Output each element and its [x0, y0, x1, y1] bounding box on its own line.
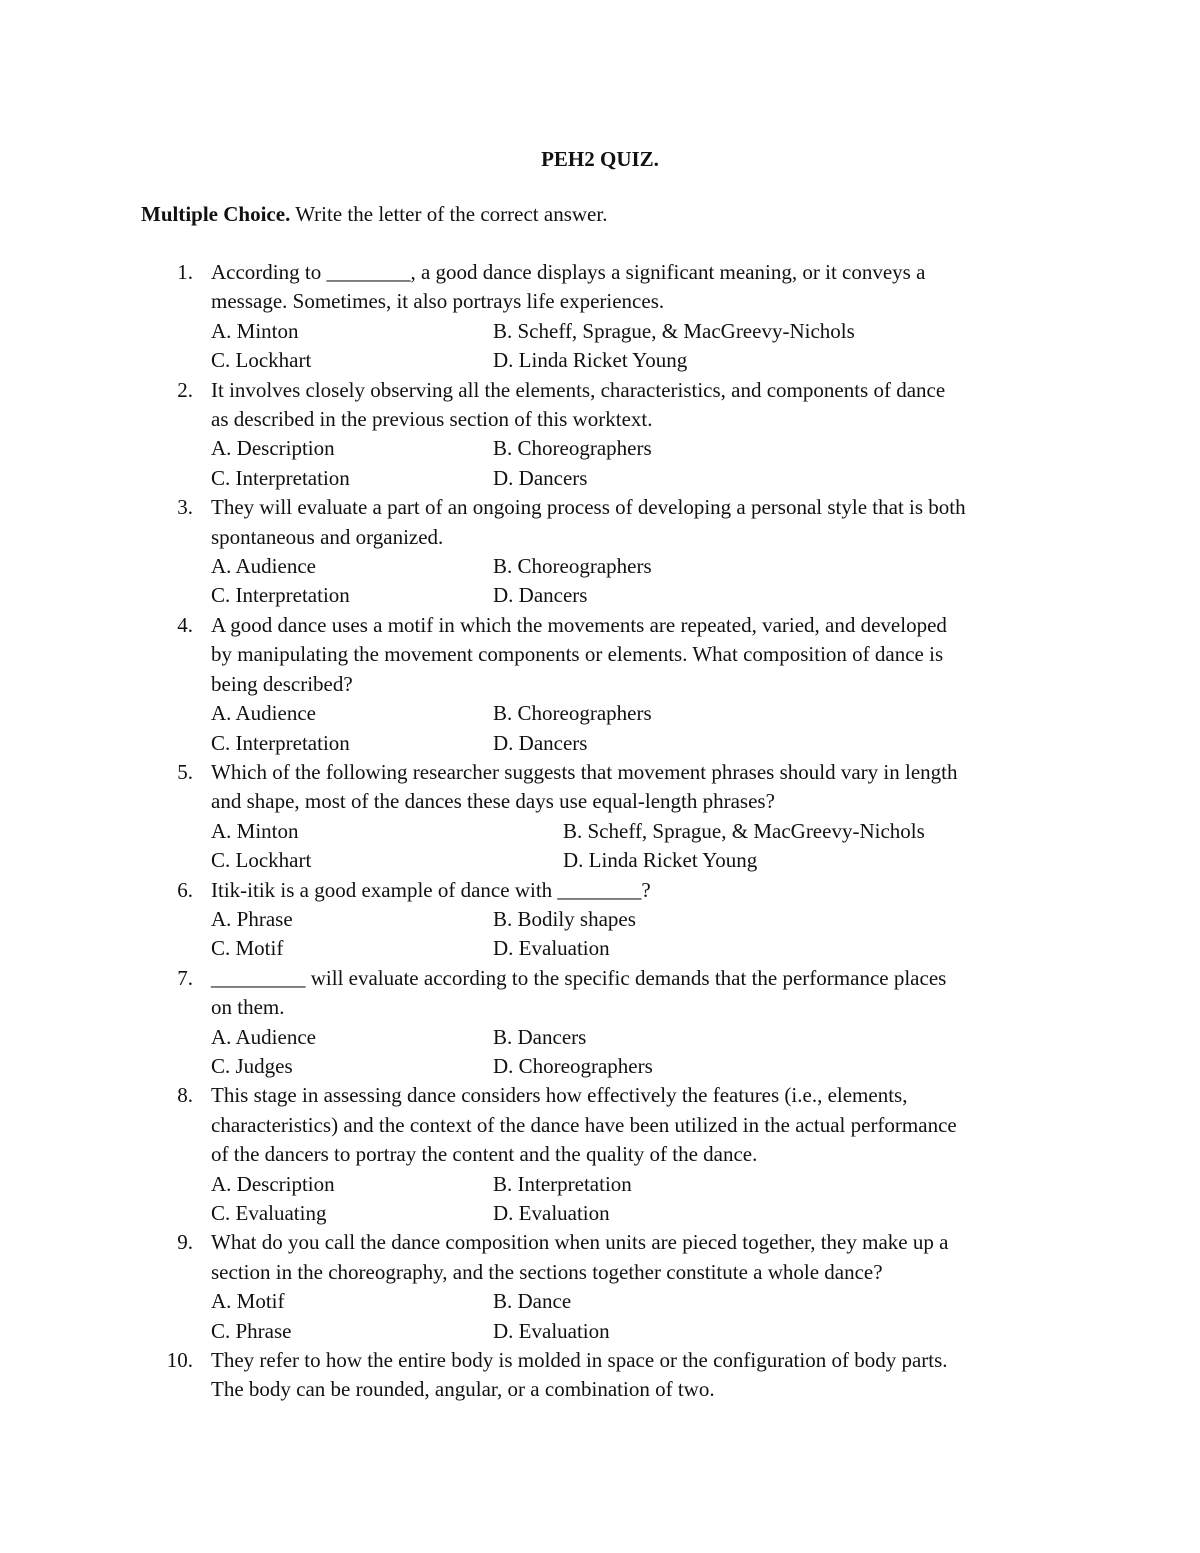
answer-option: D. Evaluation	[493, 1318, 610, 1343]
answer-option: C. Interpretation	[211, 730, 350, 755]
answer-option: B. Choreographers	[493, 701, 652, 726]
question-text: Itik-itik is a good example of dance with ________?	[211, 877, 651, 902]
question-number: 7.	[177, 965, 193, 990]
page-title: PEH2 QUIZ.	[541, 147, 659, 171]
question-text: The body can be rounded, angular, or a combination of two.	[211, 1377, 715, 1402]
question-item	[0, 1081, 1200, 1228]
question-item	[0, 758, 1200, 876]
answer-options	[211, 1170, 1070, 1229]
answer-option: A. Audience	[211, 1024, 316, 1049]
answer-option: A. Description	[211, 1171, 335, 1196]
question-text: on them.	[211, 995, 285, 1020]
question-text: as described in the previous section of this worktext.	[211, 407, 653, 432]
question-number: 2.	[177, 377, 193, 402]
instructions-lead: Multiple Choice.	[141, 202, 291, 226]
question-number: 10.	[166, 1348, 193, 1373]
answer-option: C. Phrase	[211, 1318, 292, 1343]
question-number: 4.	[177, 612, 193, 637]
answer-option: B. Scheff, Sprague, & MacGreevy-Nichols	[493, 318, 855, 343]
answer-options	[211, 317, 1070, 376]
answer-option: B. Interpretation	[493, 1171, 632, 1196]
answer-options	[211, 817, 1070, 876]
answer-option: B. Choreographers	[493, 554, 652, 579]
question-text: section in the choreography, and the sections together constitute a whole dance?	[211, 1259, 883, 1284]
answer-option: C. Judges	[211, 1053, 293, 1078]
answer-options	[211, 1023, 1070, 1082]
answer-option: C. Evaluating	[211, 1201, 327, 1225]
question-text: characteristics) and the context of the dance have been utilized in the actual performance	[211, 1112, 957, 1137]
question-text: According to ________, a good dance displays a significant meaning, or it conveys a	[211, 260, 926, 284]
answer-option: C. Lockhart	[211, 348, 312, 373]
answer-option: B. Dance	[493, 1289, 572, 1314]
answer-option: D. Linda Ricket Young	[563, 848, 758, 873]
question-text: _________ will evaluate according to the specific demands that the performance places	[211, 965, 947, 990]
answer-option: B. Dancers	[493, 1024, 587, 1049]
answer-option: A. Description	[211, 436, 335, 461]
question-item	[0, 964, 1200, 1082]
question-text: A good dance uses a motif in which the movements are repeated, varied, and developed	[211, 612, 947, 637]
question-text: This stage in assessing dance considers how effectively the features (i.e., elements,	[211, 1083, 908, 1108]
answer-option: A. Audience	[211, 554, 316, 579]
question-item	[0, 493, 1200, 611]
answer-option: D. Choreographers	[493, 1053, 653, 1078]
answer-option: A. Minton	[211, 318, 299, 343]
question-item	[0, 376, 1200, 494]
question-number: 5.	[177, 759, 193, 784]
question-item	[0, 1346, 1200, 1405]
answer-option: C. Interpretation	[211, 465, 350, 490]
question-number: 3.	[177, 495, 193, 520]
answer-options	[211, 699, 1070, 758]
answer-option: D. Dancers	[493, 583, 588, 608]
question-text: It involves closely observing all the elements, characteristics, and components of dance	[211, 377, 946, 402]
answer-option: B. Bodily shapes	[493, 906, 636, 931]
answer-options	[211, 905, 1070, 964]
question-item	[0, 876, 1200, 964]
answer-option: A. Minton	[211, 818, 299, 843]
question-number: 8.	[177, 1083, 193, 1108]
question-item	[0, 1228, 1200, 1346]
answer-options	[211, 1287, 1070, 1346]
answer-option: A. Audience	[211, 701, 316, 726]
question-text: What do you call the dance composition when units are pieced together, they make up a	[211, 1230, 949, 1255]
answer-option: C. Motif	[211, 936, 284, 961]
instructions-text: Write the letter of the correct answer.	[290, 202, 608, 226]
answer-option: C. Lockhart	[211, 848, 312, 873]
question-number: 9.	[177, 1230, 193, 1255]
question-text: of the dancers to portray the content and the quality of the dance.	[211, 1142, 758, 1167]
answer-option: C. Interpretation	[211, 583, 350, 608]
question-list	[0, 258, 1200, 1405]
question-number: 6.	[177, 877, 193, 902]
question-text: message. Sometimes, it also portrays life experiences.	[211, 289, 665, 314]
answer-option: A. Motif	[211, 1289, 285, 1314]
answer-option: B. Scheff, Sprague, & MacGreevy-Nichols	[563, 818, 925, 843]
answer-option: D. Dancers	[493, 730, 588, 755]
answer-option: A. Phrase	[211, 906, 293, 931]
instructions	[141, 200, 607, 228]
question-text: Which of the following researcher suggests that movement phrases should vary in length	[211, 759, 958, 784]
question-text: and shape, most of the dances these days use equal-length phrases?	[211, 789, 775, 814]
answer-option: D. Evaluation	[493, 936, 610, 961]
question-item	[0, 258, 1200, 376]
answer-option: B. Choreographers	[493, 436, 652, 461]
question-text: spontaneous and organized.	[211, 524, 444, 549]
answer-options	[211, 552, 1070, 611]
question-text: by manipulating the movement components or elements. What composition of dance is	[211, 642, 944, 667]
answer-option: D. Dancers	[493, 465, 588, 490]
answer-option: D. Linda Ricket Young	[493, 348, 688, 373]
question-text: They refer to how the entire body is molded in space or the configuration of body parts.	[211, 1348, 948, 1373]
answer-options	[211, 434, 1070, 493]
answer-option: D. Evaluation	[493, 1201, 610, 1225]
question-number: 1.	[177, 260, 193, 284]
question-text: They will evaluate a part of an ongoing process of developing a personal style that is both	[211, 495, 966, 520]
question-item	[0, 611, 1200, 758]
question-text: being described?	[211, 671, 353, 696]
